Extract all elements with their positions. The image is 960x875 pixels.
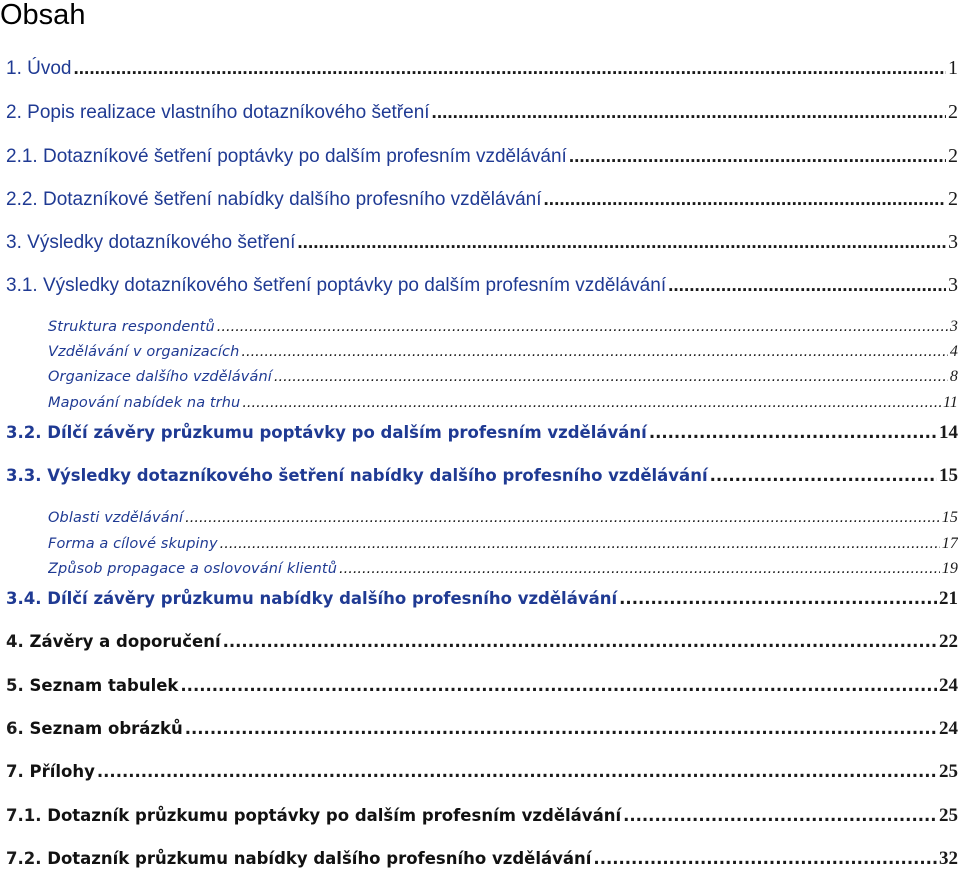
toc-entry-page: 15	[939, 465, 958, 486]
toc-entry-leader	[185, 510, 940, 526]
toc-entry-number: 7.1.	[6, 806, 42, 825]
toc-entry[interactable]	[48, 535, 958, 553]
toc-entry-title: Mapování nabídek na trhu	[48, 395, 241, 411]
toc-entry[interactable]	[6, 761, 958, 783]
toc-entry-title: Dotazník průzkumu poptávky po dalším profesním vzdělávání	[47, 806, 622, 825]
toc-entry[interactable]	[48, 318, 958, 336]
toc-entry-page: 22	[939, 631, 958, 652]
toc-entry-leader	[649, 423, 937, 442]
toc-entry-title: Dílčí závěry průzkumu poptávky po dalším profesním vzdělávání	[47, 423, 647, 442]
toc-entry-leader	[74, 58, 947, 80]
toc-entry-leader	[668, 275, 946, 297]
toc-entry-number: 4.	[6, 632, 24, 651]
toc-entry[interactable]	[6, 57, 958, 80]
toc-entry-leader	[185, 719, 937, 738]
toc-entry-leader	[220, 536, 940, 552]
toc-entry-page: 32	[939, 848, 958, 869]
toc-title: Obsah	[0, 0, 86, 31]
toc-entry[interactable]	[6, 422, 958, 444]
toc-entry-leader	[619, 589, 937, 608]
toc-entry-leader	[97, 762, 937, 781]
toc-entry[interactable]	[48, 509, 958, 527]
toc-entry[interactable]	[6, 588, 958, 610]
toc-entry-page: 8	[949, 368, 958, 385]
toc-entry-number: 5.	[6, 676, 24, 695]
toc-entry-leader	[593, 849, 937, 868]
toc-entry-leader	[432, 102, 946, 124]
toc-entry-number: 2.	[6, 102, 22, 123]
toc-entry-page: 3	[948, 231, 958, 253]
toc-entry-title: Výsledky dotazníkového šetření poptávky po dalším profesním vzdělávání	[42, 275, 667, 296]
toc-entry-title: Struktura respondentů	[48, 319, 215, 335]
toc-entry-number: 6.	[6, 719, 24, 738]
toc-entry-number: 3.	[6, 232, 22, 253]
toc-entry-leader	[180, 676, 937, 695]
toc-entry-title: Přílohy	[29, 762, 95, 781]
toc-entry-page: 25	[939, 761, 958, 782]
toc-entry-leader	[242, 395, 941, 411]
toc-entry[interactable]	[6, 631, 958, 653]
toc-entry-number: 3.1.	[6, 275, 38, 296]
toc-entry-leader	[274, 369, 948, 385]
toc-entry-title: Výsledky dotazníkového šetření	[27, 232, 296, 253]
toc-entry-page: 3	[949, 318, 958, 335]
toc-entry[interactable]	[6, 465, 958, 487]
toc-entry-number: 1.	[6, 58, 22, 79]
toc-entry[interactable]	[6, 145, 958, 168]
toc-entry-title: Oblasti vzdělávání	[48, 510, 184, 526]
toc-entry-page: 3	[948, 274, 958, 296]
toc-entry[interactable]	[6, 675, 958, 697]
toc-entry-number: 3.3.	[6, 466, 42, 485]
toc-entry-page: 15	[941, 509, 958, 526]
toc-entry-page: 21	[939, 588, 958, 609]
toc-entry-page: 25	[939, 805, 958, 826]
toc-entry-leader	[241, 344, 948, 360]
toc-entry-leader	[569, 146, 946, 168]
toc-entry[interactable]	[6, 231, 958, 254]
toc-entry-leader	[217, 319, 948, 335]
toc-entry-page: 14	[939, 422, 958, 443]
toc-entry-number: 2.1.	[6, 146, 38, 167]
toc-entry-page: 1	[948, 57, 958, 79]
toc-entry-title: Úvod	[27, 58, 72, 79]
toc-entry-leader	[223, 632, 937, 651]
toc-entry[interactable]	[6, 805, 958, 827]
toc-entry-title: Dotazníkové šetření nabídky dalšího profesního vzdělávání	[42, 189, 542, 210]
toc-entry-title: Dotazník průzkumu nabídky dalšího profesního vzdělávání	[47, 849, 592, 868]
toc-entry-title: Forma a cílové skupiny	[48, 536, 218, 552]
toc-entry[interactable]	[48, 560, 958, 578]
toc-entry-number: 7.	[6, 762, 24, 781]
toc-entry-page: 2	[948, 188, 958, 210]
toc-entry-leader	[623, 806, 937, 825]
toc-entry-number: 3.2.	[6, 423, 42, 442]
toc-entry[interactable]	[6, 188, 958, 211]
toc-entry-page: 2	[948, 145, 958, 167]
toc-entry-number: 7.2.	[6, 849, 42, 868]
toc-entry-title: Výsledky dotazníkového šetření nabídky dalšího profesního vzdělávání	[47, 466, 708, 485]
toc-entry[interactable]	[48, 368, 958, 386]
toc-entry-page: 24	[939, 718, 958, 739]
toc-entry-title: Seznam tabulek	[29, 676, 179, 695]
toc-entry-leader	[339, 561, 940, 577]
toc-entry-leader	[297, 232, 946, 254]
toc-entry-title: Organizace dalšího vzdělávání	[48, 369, 272, 385]
toc-entry-title: Vzdělávání v organizacích	[48, 344, 240, 360]
toc-entry-page: 19	[941, 560, 958, 577]
toc-entry[interactable]	[6, 718, 958, 740]
toc-entry-number: 2.2.	[6, 189, 38, 210]
toc-entry-page: 24	[939, 675, 958, 696]
toc-entry[interactable]	[48, 394, 958, 412]
toc-entry-title: Popis realizace vlastního dotazníkového šetření	[27, 102, 430, 123]
toc-entry-page: 2	[948, 101, 958, 123]
toc-entry[interactable]	[48, 343, 958, 361]
toc-entry-leader	[710, 466, 937, 485]
toc-entry[interactable]	[6, 848, 958, 870]
toc-entry-page: 17	[941, 535, 958, 552]
toc-entry-title: Dílčí závěry průzkumu nabídky dalšího profesního vzdělávání	[47, 589, 618, 608]
toc-entry-title: Dotazníkové šetření poptávky po dalším profesním vzdělávání	[42, 146, 567, 167]
toc-entry-title: Závěry a doporučení	[29, 632, 221, 651]
toc-entry-number: 3.4.	[6, 589, 42, 608]
toc-entry-page: 11	[942, 394, 958, 411]
toc-entry-page: 4	[949, 343, 958, 360]
toc-entry-title: Způsob propagace a oslovování klientů	[48, 561, 337, 577]
toc-entry[interactable]	[6, 274, 958, 297]
toc-entry-leader	[544, 189, 946, 211]
toc-entry-title: Seznam obrázků	[29, 719, 183, 738]
toc-entry[interactable]	[6, 101, 958, 124]
